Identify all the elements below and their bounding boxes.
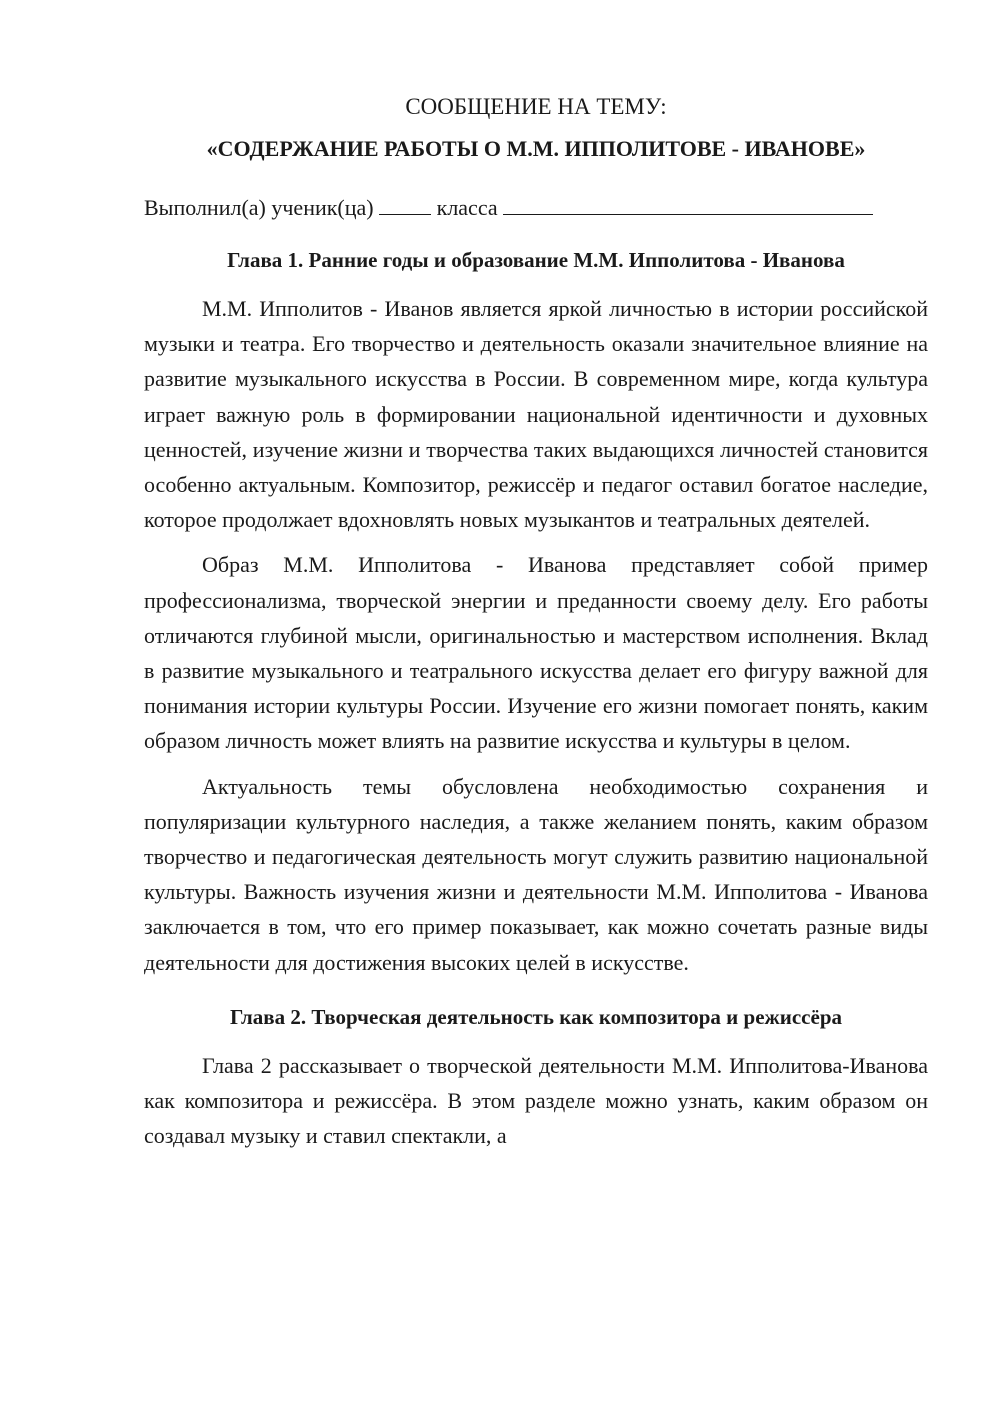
document-page xyxy=(144,92,928,1153)
class-number-blank xyxy=(379,192,431,215)
chapter1-paragraph-2: Образ М.М. Ипполитова - Иванова представляет собой пример профессионализма, творческой энергии и преданности своему делу. Его работы отличаются глубиной мысли, оригинальностью и мастерством исполнения. Вклад в развитие музыкального и театрального искусства делает его фигуру важной для понимания истории культуры России. Изучение его жизни помогает понять, каким образом личность может влиять на развитие искусства и культуры в целом. xyxy=(144,552,928,754)
student-name-blank xyxy=(503,192,873,215)
chapter2-paragraph-1: Глава 2 рассказывает о творческой деятельности М.М. Ипполитова-Иванова как композитора и режиссёра. В этом разделе можно узнать, каким образом он создавал музыку и ставил спектакли, а xyxy=(144,1052,928,1149)
chapter1-paragraph-3: Актуальность темы обусловлена необходимостью сохранения и популяризации культурного наследия, а также желанием понять, каким образом творчество и педагогическая деятельность могут служить развитию национальной культуры. Важность изучения жизни и деятельности М.М. Ипполитова - Иванова заключается в том, что его пример показывает, как можно сочетать разные виды деятельности для достижения высоких целей в искусстве. xyxy=(144,773,928,975)
chapter2-heading: Глава 2. Творческая деятельность как композитора и режиссёра xyxy=(229,1004,842,1029)
document-title-line2: «СОДЕРЖАНИЕ РАБОТЫ О М.М. ИППОЛИТОВЕ - ИВАНОВЕ» xyxy=(206,136,866,161)
chapter1-paragraph-1: М.М. Ипполитов - Иванов является яркой личностью в истории российской музыки и театра. Его творчество и деятельность оказали значительное влияние на развитие музыкального искусства в России. В современном мире, когда культура играет важную роль в формировании национальной идентичности и духовных ценностей, изучение жизни и творчества таких выдающихся личностей становится особенно актуальным. Композитор, режиссёр и педагог оставил богатое наследие, которое продолжает вдохновлять новых музыкантов и театральных деятелей. xyxy=(144,296,928,533)
author-line xyxy=(144,192,928,223)
chapter1-heading: Глава 1. Ранние годы и образование М.М. Ипполитова - Иванова xyxy=(227,248,845,272)
document-title-line1: СООБЩЕНИЕ НА ТЕМУ: xyxy=(405,94,667,119)
class-label: класса xyxy=(436,195,498,220)
author-prefix: Выполнил(а) ученик(ца) xyxy=(144,195,374,220)
